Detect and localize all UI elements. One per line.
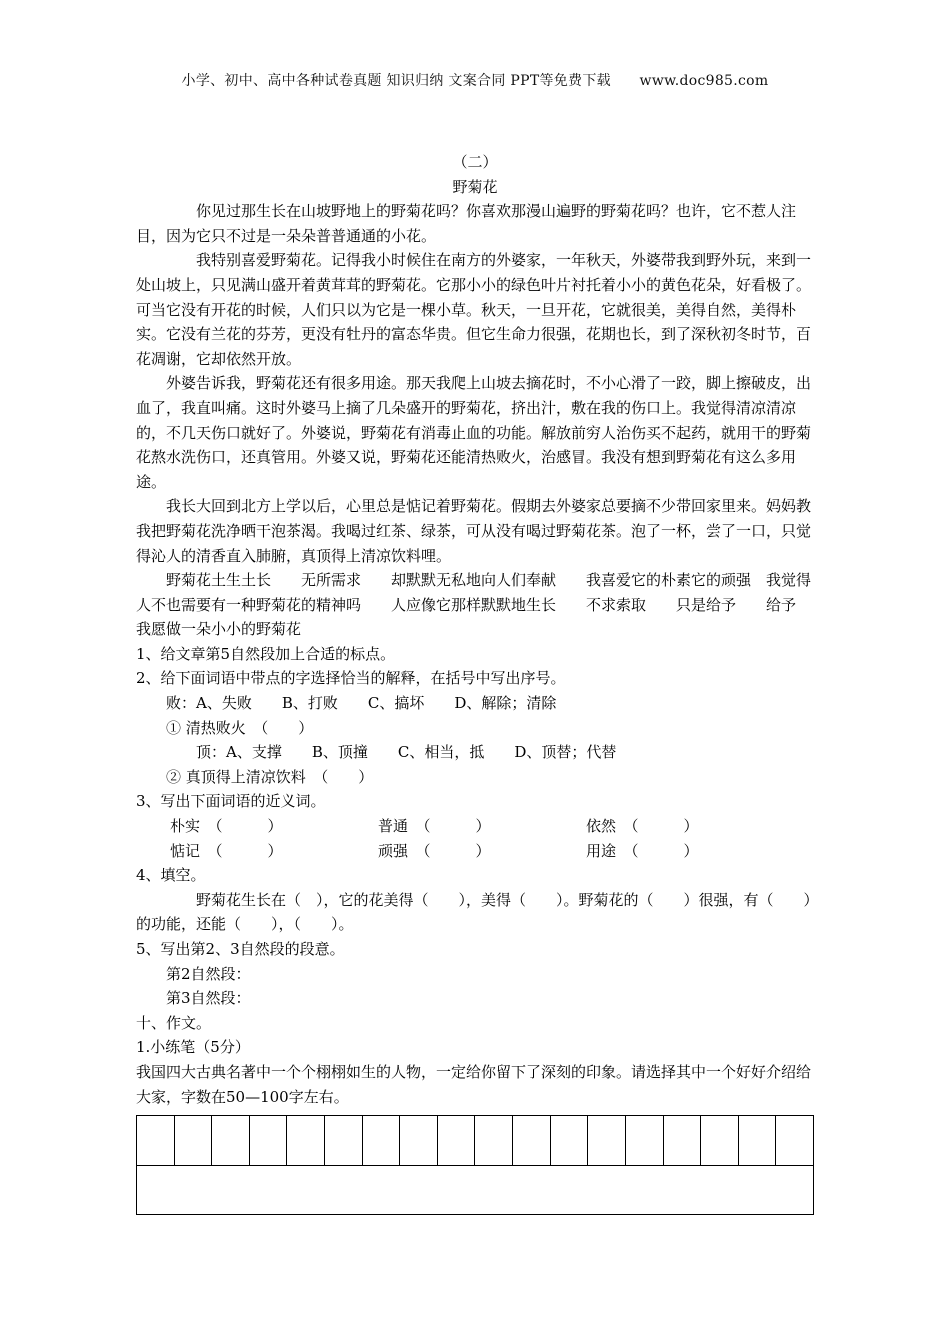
question-4-body: 野菊花生长在（ ），它的花美得（ ），美得（ ）。野菊花的（ ）很强，有（ ）的功能，还能（ ），（ ）。 (136, 890, 812, 934)
writing-grid-cell[interactable] (626, 1116, 664, 1165)
question-4: 4、填空。 (136, 866, 206, 885)
writing-grid-cell[interactable] (287, 1116, 325, 1165)
writing-grid-cell[interactable] (400, 1116, 438, 1165)
writing-grid-blank-row[interactable] (137, 1166, 813, 1214)
passage-paragraph-1: 你见过那生长在山坡野地上的野菊花吗？你喜欢那漫山遍野的野菊花吗？也许，它不惹人注目，因为它只不过是一朵朵普普通通的小花。 (136, 202, 797, 245)
composition-task-body: 我国四大古典名著中一个个栩栩如生的人物，一定给你留下了深刻的印象。请选择其中一个好好介绍给大家，字数在50—100字左右。 (136, 1062, 812, 1106)
synonym-item: 用途 （ ） (586, 841, 699, 860)
writing-grid-cell[interactable] (325, 1116, 363, 1165)
writing-grid-cell[interactable] (588, 1116, 626, 1165)
composition-task-title: 1.小练笔（5分） (136, 1038, 250, 1057)
question-2: 2、给下面词语中带点的字选择恰当的解释，在括号中写出序号。 (136, 669, 566, 688)
passage-paragraph-3: 外婆告诉我，野菊花还有很多用途。那天我爬上山坡去摘花时，不小心滑了一跤，脚上擦破皮，出血了，我直叫痛。这时外婆马上摘了几朵盛开的野菊花，挤出汁，敷在我的伤口上。我觉得清凉清凉的，不几天伤口就好了。外婆说，野菊花有消毒止血的功能。解放前穷人治伤买不起药，就用干的野菊花熬水洗伤口，还真管用。外婆又说，野菊花还能清热败火，治感冒。我没有想到野菊花有这么多用途。 (136, 374, 812, 491)
writing-grid-cell[interactable] (175, 1116, 213, 1165)
question-2-ding-options: 顶：A、支撑 B、顶撞 C、相当，抵 D、顶替；代替 (196, 743, 617, 762)
writing-grid-cell[interactable] (438, 1116, 476, 1165)
question-2-item-2: ② 真顶得上清凉饮料 （ ） (166, 767, 374, 786)
document-body (136, 150, 827, 1109)
writing-grid-cell[interactable] (513, 1116, 551, 1165)
writing-grid-cell[interactable] (475, 1116, 513, 1165)
synonym-item: 惦记 （ ） (170, 841, 283, 860)
question-3: 3、写出下面词语的近义词。 (136, 792, 326, 811)
writing-grid-cells (137, 1116, 813, 1166)
composition-heading: 十、作文。 (136, 1013, 212, 1032)
question-2-bai-options: 败：A、失败 B、打败 C、搞坏 D、解除；清除 (166, 694, 557, 713)
passage-paragraph-2: 我特别喜爱野菊花。记得我小时候住在南方的外婆家，一年秋天，外婆带我到野外玩，来到一处山坡上，只见满山盛开着黄茸茸的野菊花。它那小小的绿色叶片衬托着小小的黄色花朵，好看极了。可当它没有开花的时候，人们只以为它是一棵小草。秋天，一旦开花，它就很美，美得自然，美得朴实。它没有兰花的芬芳，更没有牡丹的富态华贵。但它生命力很强，花期也长，到了深秋初冬时节，百花凋谢，它却依然开放。 (136, 251, 812, 368)
synonym-item: 顽强 （ ） (378, 841, 491, 860)
writing-grid-cell[interactable] (363, 1116, 401, 1165)
synonym-item: 朴实 （ ） (170, 817, 283, 836)
writing-grid-cell[interactable] (664, 1116, 702, 1165)
question-3-row-1 (136, 814, 814, 839)
writing-grid-cell[interactable] (739, 1116, 777, 1165)
section-number: （二） (452, 153, 498, 171)
writing-grid-cell[interactable] (776, 1116, 813, 1165)
passage-title: 野菊花 (452, 177, 498, 196)
page-header: 小学、初中、高中各种试卷真题 知识归纳 文案合同 PPT等免费下载 www.doc985.com (181, 73, 769, 89)
synonym-item: 依然 （ ） (586, 817, 699, 836)
question-5-paragraph-2: 第2自然段： (166, 964, 251, 983)
synonym-item: 普通 （ ） (378, 817, 491, 836)
writing-grid-cell[interactable] (250, 1116, 288, 1165)
question-5-paragraph-3: 第3自然段： (166, 989, 251, 1008)
writing-grid-cell[interactable] (137, 1116, 175, 1165)
passage-paragraph-4: 我长大回到北方上学以后，心里总是惦记着野菊花。假期去外婆家总要摘不少带回家里来。妈妈教我把野菊花洗净晒干泡茶渴。我喝过红茶、绿茶，可从没有喝过野菊花茶。泡了一杯，尝了一口，只觉得沁人的清香直入肺腑，真顶得上清凉饮料哩。 (136, 497, 812, 565)
writing-grid-cell[interactable] (212, 1116, 250, 1165)
passage-paragraph-5: 野菊花土生土长 无所需求 却默默无私地向人们奉献 我喜爱它的朴素它的顽强 我觉得人不也需要有一种野菊花的精神吗 人应像它那样默默地生长 不求索取 只是给予 给予 我愿做一朵小小的野菊花 (136, 571, 827, 639)
question-2-item-1: ① 清热败火 （ ） (166, 718, 314, 737)
writing-grid-cell[interactable] (551, 1116, 589, 1165)
writing-grid-cell[interactable] (701, 1116, 739, 1165)
question-3-row-2 (136, 839, 814, 864)
question-5: 5、写出第2、3自然段的段意。 (136, 940, 345, 958)
writing-grid (136, 1115, 814, 1215)
question-1: 1、给文章第5自然段加上合适的标点。 (136, 644, 396, 663)
